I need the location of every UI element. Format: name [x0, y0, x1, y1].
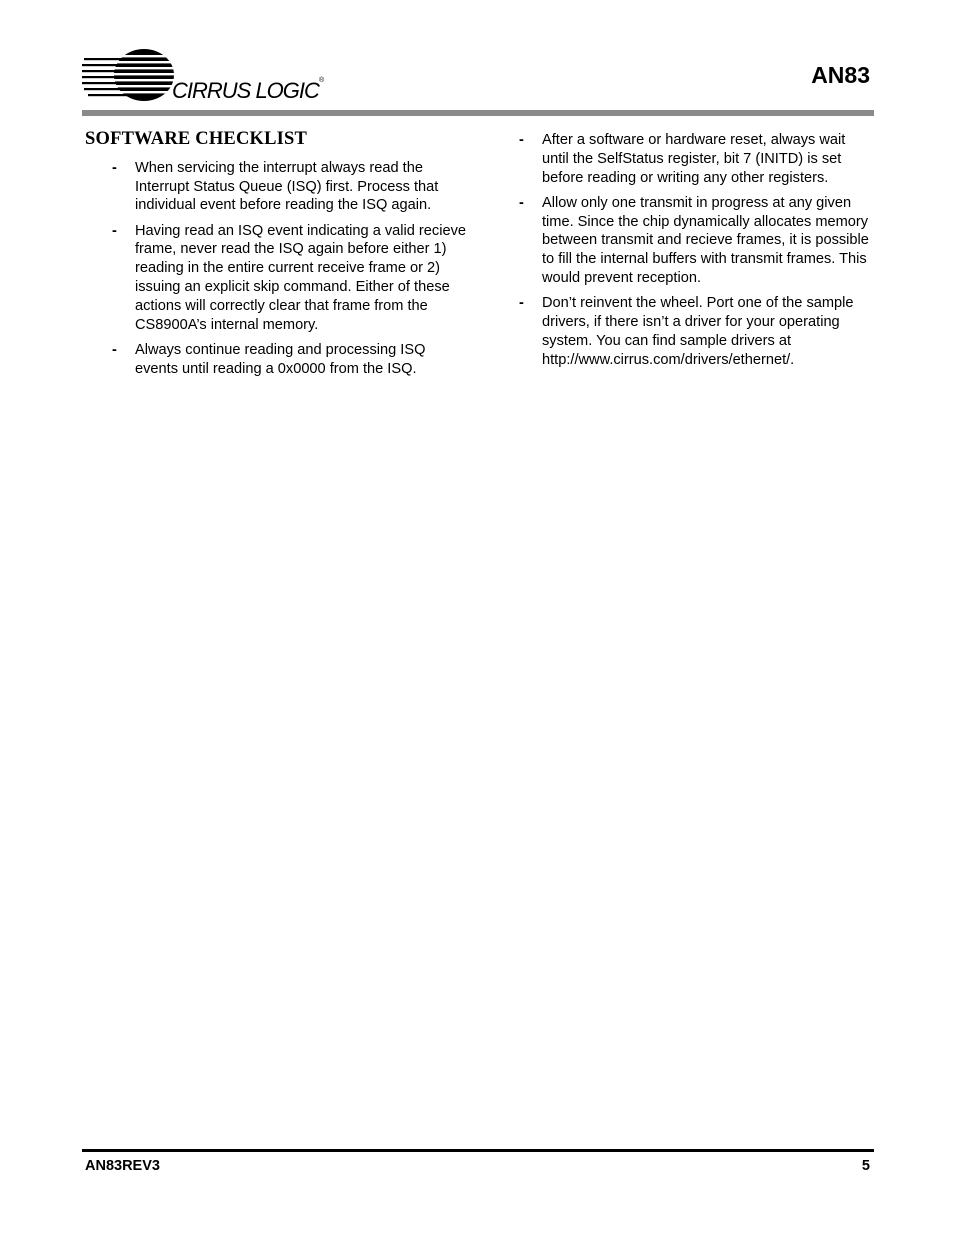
checklist-item [519, 131, 871, 187]
cirrus-logic-logo [82, 46, 342, 104]
checklist-item-text: Having read an ISQ event indicating a valid recieve frame, never read the ISQ again before either 1) reading in the entire current receive frame or 2) issuing an explicit skip command. Either of these actions will correctly clear that frame from the CS8900A’s internal memory. [135, 222, 466, 333]
checklist-item-text: Always continue reading and processing ISQ events until reading a 0x0000 from the ISQ. [135, 341, 426, 377]
footer-rule [82, 1149, 874, 1152]
checklist-item-text: After a software or hardware reset, always wait until the SelfStatus register, bit 7 (INITD) is set before reading or writing any other registers. [542, 132, 846, 186]
left-checklist [85, 159, 470, 379]
header-rule [82, 110, 874, 116]
checklist-item-text: When servicing the interrupt always read the Interrupt Status Queue (ISQ) first. Process that individual event before reading the ISQ again. [135, 159, 439, 214]
document-id: AN83 [811, 62, 870, 88]
bullet-dash: - [519, 132, 524, 148]
revision-label: AN83REV3 [85, 1158, 160, 1174]
bullet-dash: - [112, 341, 117, 358]
checklist-item [85, 222, 470, 335]
left-column [85, 130, 470, 385]
checklist-item-text: Allow only one transmit in progress at any given time. Since the chip dynamically allocates memory between transmit and recieve frames, it is possible to fill the internal buffers with transmit frames. This would prevent reception. [542, 194, 869, 287]
logo-wordmark: CIRRUS LOGIC [172, 78, 319, 103]
right-checklist [519, 131, 871, 370]
registered-mark: ® [319, 77, 325, 84]
bullet-dash: - [112, 222, 117, 239]
bullet-dash: - [519, 295, 524, 312]
checklist-item [85, 341, 470, 379]
logo-graphic [82, 46, 342, 104]
checklist-item-text: Don’t reinvent the wheel. Port one of the sample drivers, if there isn’t a driver for your operating system. You can find sample drivers at http://www.cirrus.com/drivers/ethernet/. [542, 295, 854, 368]
checklist-item [85, 159, 470, 215]
checklist-item [519, 294, 871, 369]
page-number: 5 [861, 1158, 870, 1174]
bullet-dash: - [112, 159, 117, 176]
checklist-item [519, 194, 871, 288]
section-title: SOFTWARE CHECKLIST [85, 129, 308, 149]
bullet-dash: - [519, 194, 524, 211]
right-column [519, 131, 871, 376]
